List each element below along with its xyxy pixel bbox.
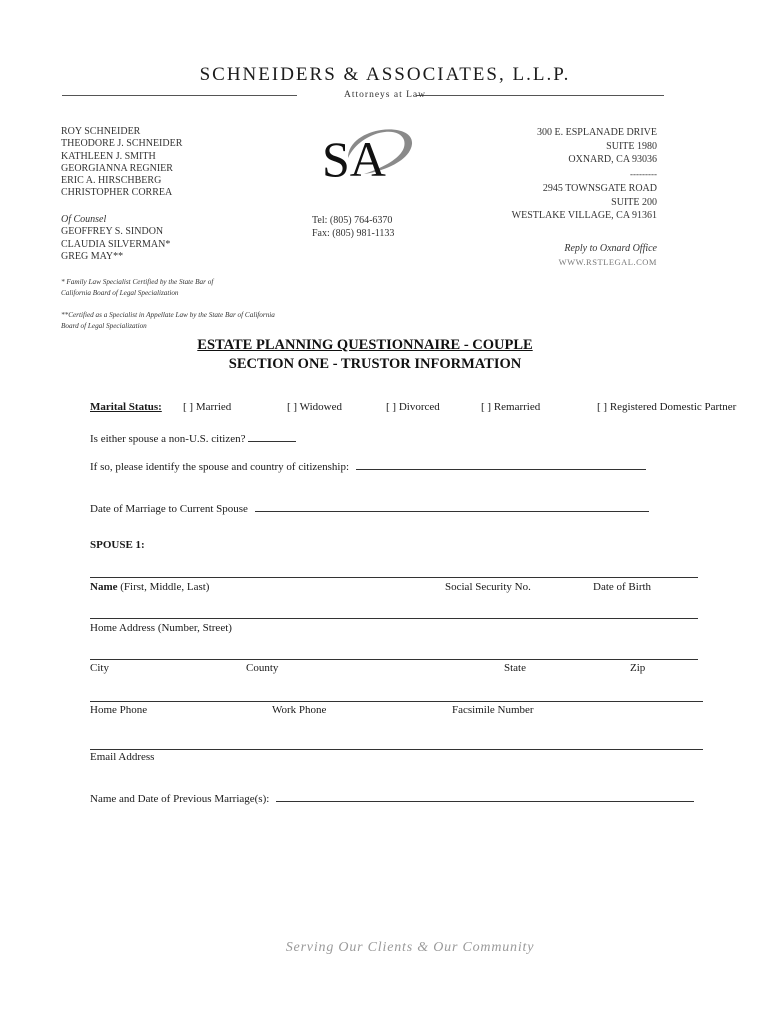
footnote-line: **Certified as a Specialist in Appellate Law by the State Bar of California: [61, 311, 275, 319]
form-title: ESTATE PLANNING QUESTIONNAIRE - COUPLE: [197, 337, 533, 353]
email-input-line[interactable]: [90, 749, 703, 750]
logo-monogram: SA: [322, 131, 386, 187]
footnote-line: California Board of Legal Specialization: [61, 288, 179, 297]
counsel-name: CLAUDIA SILVERMAN*: [61, 238, 171, 250]
non-us-citizen-question: Is either spouse a non-U.S. citizen?: [90, 433, 246, 445]
zip-label: Zip: [630, 662, 646, 674]
state-label: State: [504, 662, 526, 674]
footnote-line: Board of Legal Specialization: [61, 321, 147, 330]
address-line: SUITE 1980: [606, 140, 657, 152]
westlake-office-address: [512, 182, 657, 223]
footnote-appellate: [61, 310, 275, 331]
website-link[interactable]: WWW.RSTLEGAL.COM: [558, 257, 657, 267]
telephone-number: Tel: (805) 764-6370: [312, 215, 393, 226]
office-divider: ---------: [630, 169, 657, 179]
spouse-heading: SPOUSE 1:: [90, 539, 145, 551]
address-line: SUITE 200: [611, 196, 657, 208]
marital-status-label: Marital Status:: [90, 401, 162, 413]
address-line: 300 E. ESPLANADE DRIVE: [537, 127, 657, 138]
oxnard-office-address: [537, 126, 657, 167]
name-label-rest: (First, Middle, Last): [117, 581, 210, 593]
citizenship-input[interactable]: [356, 459, 646, 470]
city-input-line[interactable]: [90, 659, 698, 660]
of-counsel-list: [61, 214, 170, 263]
section-title: SECTION ONE - TRUSTOR INFORMATION: [228, 356, 522, 372]
marriage-date-row: [90, 501, 649, 515]
fax-number: Fax: (805) 981-1133: [312, 227, 395, 239]
counsel-name: GEOFFREY S. SINDON: [61, 226, 164, 238]
address-line: 2945 TOWNSGATE ROAD: [542, 183, 657, 194]
footnote-line: * Family Law Specialist Certified by the State Bar of: [61, 278, 214, 286]
counsel-name: GREG MAY**: [61, 250, 124, 262]
fax-label: Facsimile Number: [452, 704, 534, 716]
address-line: WESTLAKE VILLAGE, CA 91361: [511, 210, 657, 221]
firm-name: SCHNEIDERS & ASSOCIATES, L.L.P.: [199, 64, 571, 85]
marital-option-divorced[interactable]: [ ] Divorced: [386, 401, 440, 413]
email-label: Email Address: [90, 751, 155, 763]
city-label: City: [90, 662, 109, 674]
citizenship-prompt: If so, please identify the spouse and country of citizenship:: [90, 461, 350, 473]
name-label: [90, 581, 209, 593]
non-us-citizen-row: [90, 431, 296, 445]
footer-slogan: Serving Our Clients & Our Community: [285, 940, 535, 955]
attorney-name: ERIC A. HIRSCHBERG: [61, 175, 162, 187]
marriage-date-label: Date of Marriage to Current Spouse: [90, 503, 248, 515]
dob-label: Date of Birth: [593, 581, 652, 593]
previous-marriage-row: [90, 791, 694, 805]
contact-phones: [312, 215, 394, 240]
marital-option-widowed[interactable]: [ ] Widowed: [287, 401, 342, 413]
attorney-name: KATHLEEN J. SMITH: [61, 150, 156, 162]
county-label: County: [246, 662, 279, 674]
attorney-name: GEORGIANNA REGNIER: [61, 162, 173, 174]
previous-marriage-input[interactable]: [276, 791, 694, 802]
ssn-label: Social Security No.: [445, 581, 531, 593]
reply-to-note: Reply to Oxnard Office: [564, 243, 657, 254]
marriage-date-input[interactable]: [255, 501, 649, 512]
previous-marriage-label: Name and Date of Previous Marriage(s):: [90, 793, 270, 805]
non-us-citizen-input[interactable]: [248, 431, 296, 442]
name-label-bold: Name: [90, 581, 118, 593]
marital-option-domestic-partner[interactable]: [ ] Registered Domestic Partner: [597, 401, 737, 413]
marital-option-remarried[interactable]: [ ] Remarried: [481, 401, 541, 413]
phone-input-line[interactable]: [90, 701, 703, 702]
work-phone-label: Work Phone: [272, 704, 327, 716]
citizenship-row: [90, 459, 646, 473]
marital-option-married[interactable]: [ ] Married: [183, 401, 232, 413]
home-address-input-line[interactable]: [90, 618, 698, 619]
firm-logo: [318, 118, 416, 188]
home-phone-label: Home Phone: [90, 704, 148, 716]
attorney-name: THEODORE J. SCHNEIDER: [61, 138, 183, 150]
firm-tagline: Attorneys at Law: [344, 90, 426, 100]
attorney-name: CHRISTOPHER CORREA: [61, 187, 173, 199]
attorney-name: ROY SCHNEIDER: [61, 126, 141, 137]
name-input-line[interactable]: [90, 577, 698, 578]
home-address-label: Home Address (Number, Street): [90, 622, 232, 634]
attorney-list: [61, 126, 182, 200]
address-line: OXNARD, CA 93036: [568, 154, 657, 165]
footnote-family-law: [61, 277, 213, 298]
of-counsel-label: Of Counsel: [61, 214, 107, 225]
